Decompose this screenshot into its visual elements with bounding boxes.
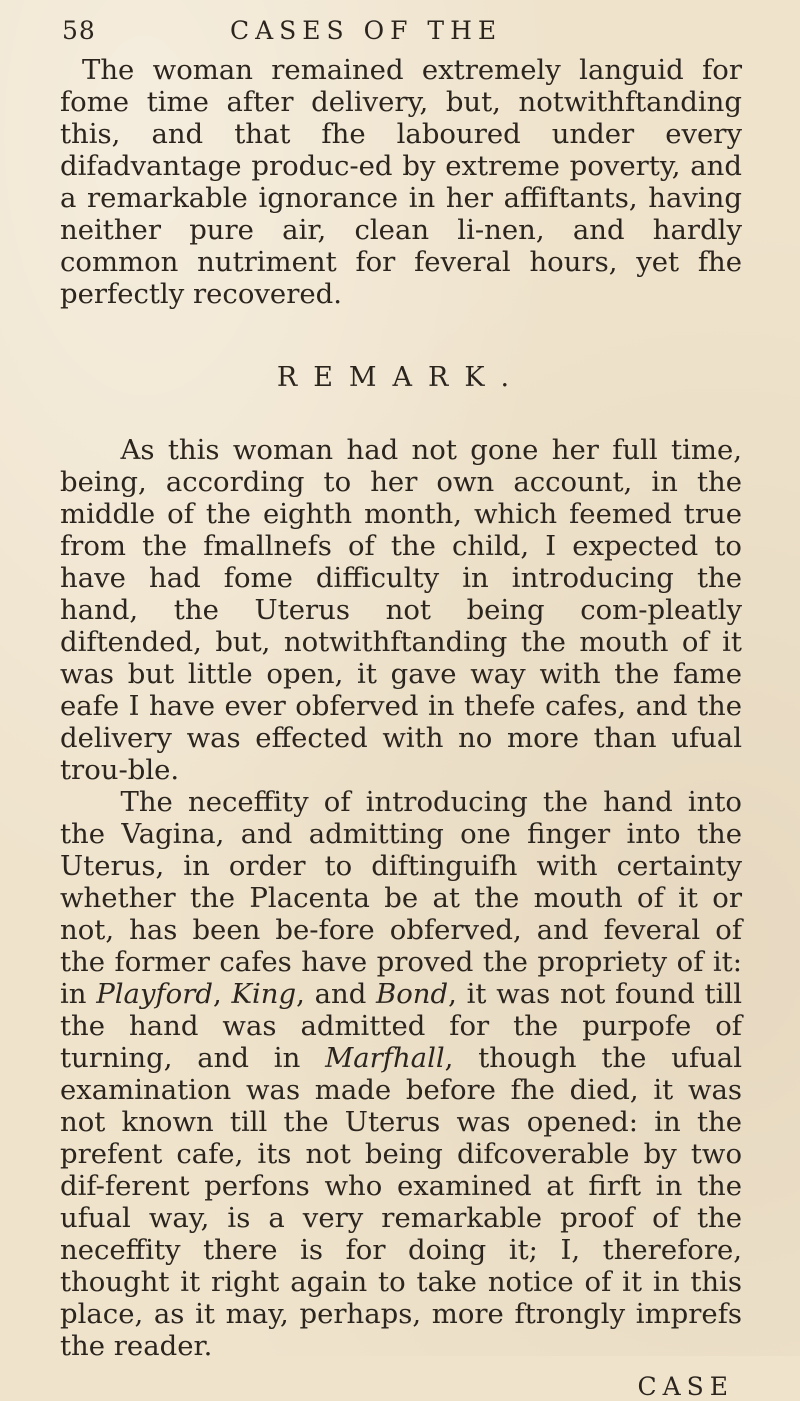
paragraph-text: , it was not found till the hand was admitted for the purpofe of turning, and in [60,978,742,1074]
case-name-bond: Bond [376,978,449,1010]
case-name-playford: Playford [96,978,213,1010]
case-name-king: King [231,978,297,1010]
paragraph-remark-1: As this woman had not gone her full time, being, according to her own account, in the middle of the eighth month, which feemed true from the fmallnefs of the child, I expected to have had fome difficulty in introducing the hand, the Uterus not being com-pleatly diftended, but, notwithftanding the mouth of it was but little open, it gave way with the fame eafe I have ever obferved in thefe cafes, and the delivery was effected with no more than ufual trou-ble. [60,434,742,786]
remark-heading: REMARK. [276,362,526,393]
paragraph-case-conclusion: The woman remained extremely languid for fome time after delivery, but, notwithftanding this, and that fhe laboured under every difadvantage produc-ed by extreme poverty, and a remarkable ignorance in her affiftants, having neither pure air, clean li-nen, and hardly common nutriment for feveral hours, yet fhe perfectly recovered. [60,54,742,310]
page-number: 58 [62,16,96,45]
paragraph-text: , [212,978,232,1010]
paragraph-text: , though the ufual examination was made before fhe died, it was not known till the Uterus was opened: in the prefent cafe, its not being difcoverable by two dif-ferent perfons who examined at firft in the ufual way, is a very remarkable proof of the neceffity there is for doing it; I, therefore, thought it right again to take notice of it in this place, as it may, perhaps, more ftrongly imprefs the reader. [60,1042,742,1362]
running-title: CASES OF THE [230,16,503,45]
running-head [60,12,742,54]
catchword: CASE [637,1372,734,1401]
case-name-marshall: Marfhall [325,1042,445,1074]
paragraph-text: The neceffity of introducing the hand into the Vagina, and admitting one finger into the Uterus, in order to diftinguifh with certainty whether the Placenta be at the mouth of it or not, has been be-fore obferved, and feveral of the former cafes have proved the propriety of it: in [60,786,742,1010]
paragraph-text: , and [296,978,377,1010]
paragraph-remark-2 [60,786,742,1362]
